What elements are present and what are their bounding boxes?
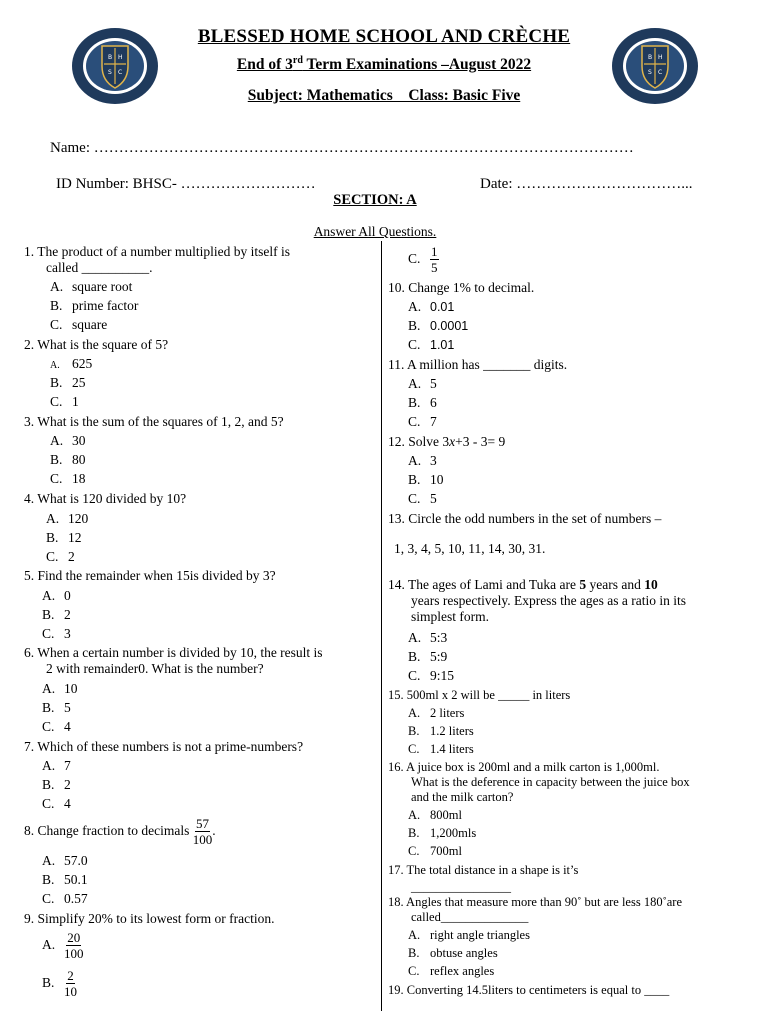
- q15-option-b[interactable]: B. 1.2 liters: [408, 724, 474, 738]
- subject-class-line: Subject: Mathematics Class: Basic Five: [247, 87, 521, 104]
- question-17: 17. The total distance in a shape is it’s ________________: [388, 863, 579, 894]
- q2-option-b[interactable]: B. 25: [50, 375, 86, 390]
- id-number-field[interactable]: ID Number: BHSC- ………………………: [56, 176, 316, 192]
- q13-number-set: 1, 3, 4, 5, 10, 11, 14, 30, 31.: [394, 541, 546, 556]
- svg-text:S: S: [108, 69, 112, 76]
- q10-option-a[interactable]: A. 0.01: [408, 299, 455, 314]
- question-13: 13. Circle the odd numbers in the set of numbers –: [388, 511, 662, 526]
- q12-option-a[interactable]: A. 3: [408, 453, 437, 468]
- q5-option-c[interactable]: C. 3: [42, 626, 71, 641]
- question-10: 10. Change 1% to decimal.: [388, 280, 535, 295]
- q7-option-a[interactable]: A. 7: [42, 758, 71, 773]
- question-19: 19. Converting 14.5liters to centimeters is equal to ____: [388, 983, 670, 997]
- q11-option-c[interactable]: C. 7: [408, 414, 437, 429]
- fraction-57-100: $\frac{57}{100}$: [192, 816, 213, 848]
- q1-option-c[interactable]: C. square: [50, 317, 108, 332]
- q12-option-c[interactable]: C. 5: [408, 491, 437, 506]
- q14-option-c[interactable]: C. 9:15: [408, 668, 455, 683]
- q1-option-b[interactable]: B. prime factor: [50, 298, 139, 313]
- q11-option-a[interactable]: A. 5: [408, 376, 437, 391]
- q18-option-c[interactable]: C. reflex angles: [408, 964, 495, 978]
- svg-text:H: H: [658, 54, 663, 61]
- question-4: 4. What is 120 divided by 10?: [24, 491, 187, 506]
- question-6: 6. When a certain number is divided by 10, the result is 2 with remainder0. What is the number?: [24, 645, 323, 676]
- question-14: 14. The ages of Lami and Tuka are 5 years and 10 years respectively. Express the ages as a ratio in its simplest form.: [388, 577, 687, 624]
- q4-option-c[interactable]: C. 2: [46, 549, 75, 564]
- question-3: 3. What is the sum of the squares of 1, 2, and 5?: [24, 414, 284, 429]
- q15-option-a[interactable]: A. 2 liters: [408, 706, 465, 720]
- question-12: 12. Solve 3x+3 - 3= 9: [388, 434, 506, 449]
- q16-option-c[interactable]: C. 700ml: [408, 844, 462, 858]
- question-7: 7. Which of these numbers is not a prime-numbers?: [24, 739, 304, 754]
- q4-option-a[interactable]: A. 120: [46, 511, 89, 526]
- school-name: BLESSED HOME SCHOOL AND CRÈCHE: [197, 26, 571, 47]
- q5-option-a[interactable]: A. 0: [42, 588, 71, 603]
- q18-option-b[interactable]: B. obtuse angles: [408, 946, 498, 960]
- svg-text:S: S: [648, 69, 652, 76]
- q8-option-c[interactable]: C. 0.57: [42, 891, 88, 906]
- q5-option-b[interactable]: B. 2: [42, 607, 71, 622]
- q8-option-a[interactable]: A. 57.0: [42, 853, 88, 868]
- question-18: 18. Angles that measure more than 90˚ but are less 180˚are called______________: [388, 895, 683, 924]
- q2-option-c[interactable]: C. 1: [50, 394, 79, 409]
- q12-option-b[interactable]: B. 10: [408, 472, 444, 487]
- q9-option-c[interactable]: C. $\frac{1}{5}$: [408, 244, 438, 275]
- date-field[interactable]: Date: ……………………………...: [480, 176, 693, 192]
- q9-option-a[interactable]: A. $\frac{20}{100}$: [42, 930, 84, 961]
- q8-option-b[interactable]: B. 50.1: [42, 872, 88, 887]
- q9-option-b[interactable]: B. $\frac{2}{10}$: [42, 968, 77, 999]
- q15-option-c[interactable]: C. 1.4 liters: [408, 742, 474, 756]
- q10-option-b[interactable]: B. 0.0001: [408, 318, 469, 333]
- q11-option-b[interactable]: B. 6: [408, 395, 437, 410]
- q14-option-a[interactable]: A. 5:3: [408, 630, 448, 645]
- svg-text:C: C: [118, 69, 123, 76]
- question-2: 2. What is the square of 5?: [24, 337, 169, 352]
- q7-option-c[interactable]: C. 4: [42, 796, 71, 811]
- svg-text:B: B: [108, 54, 113, 61]
- q4-option-b[interactable]: B. 12: [46, 530, 82, 545]
- q7-option-b[interactable]: B. 2: [42, 777, 71, 792]
- question-9: 9. Simplify 20% to its lowest form or fraction.: [24, 911, 275, 926]
- q14-option-b[interactable]: B. 5:9: [408, 649, 448, 664]
- question-15: 15. 500ml x 2 will be _____ in liters: [388, 688, 571, 702]
- q3-option-b[interactable]: B. 80: [50, 452, 86, 467]
- q10-option-c[interactable]: C. 1.01: [408, 337, 455, 352]
- instruction: Answer All Questions.: [313, 224, 437, 239]
- q16-option-a[interactable]: A. 800ml: [408, 808, 462, 822]
- svg-text:B: B: [648, 54, 653, 61]
- q6-option-a[interactable]: A. 10: [42, 681, 78, 696]
- question-5: 5. Find the remainder when 15is divided by 3?: [24, 568, 276, 583]
- q1-option-a[interactable]: A. square root: [50, 279, 133, 294]
- question-16: 16. A juice box is 200ml and a milk carton is 1,000ml. What is the deference in capacity between the juice box and the milk carton?: [388, 760, 690, 804]
- q3-option-c[interactable]: C. 18: [50, 471, 86, 486]
- q6-option-b[interactable]: B. 5: [42, 700, 71, 715]
- q18-option-a[interactable]: A. right angle triangles: [408, 928, 530, 942]
- q3-option-a[interactable]: A. 30: [50, 433, 86, 448]
- question-11: 11. A million has _______ digits.: [388, 357, 568, 372]
- svg-text:H: H: [118, 54, 123, 61]
- section-title: SECTION: A: [333, 192, 417, 208]
- exam-title: End of 3rd Term Examinations –August 2022: [236, 55, 532, 74]
- name-field[interactable]: Name: ………………………………………………………………………………………………: [50, 140, 634, 156]
- question-8: 8. Change fraction to decimals $\frac{57}{100}$ .: [24, 816, 216, 848]
- q6-option-c[interactable]: C. 4: [42, 719, 71, 734]
- question-1: 1. The product of a number multiplied by itself is called __________.: [24, 244, 290, 275]
- q16-option-b[interactable]: B. 1,200mls: [408, 826, 477, 840]
- q2-option-a[interactable]: A. 625: [50, 356, 93, 371]
- column-divider: [381, 241, 382, 1011]
- svg-text:C: C: [658, 69, 663, 76]
